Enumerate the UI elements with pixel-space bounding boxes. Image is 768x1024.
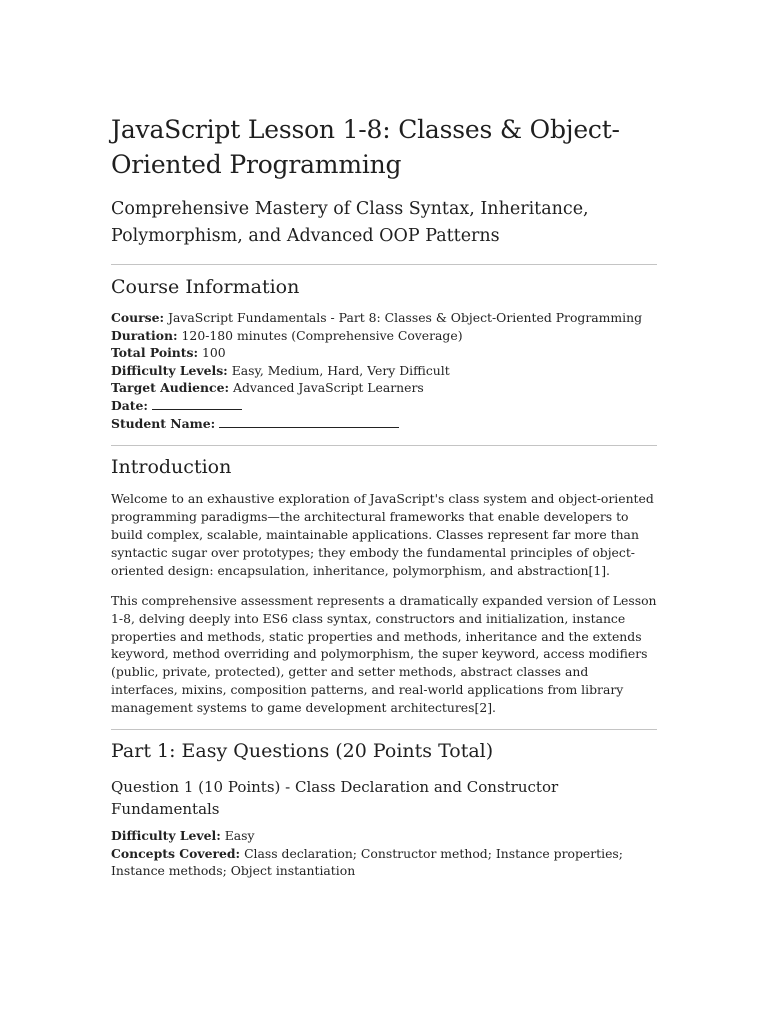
part1-heading: Part 1: Easy Questions (20 Points Total) xyxy=(111,740,494,763)
total-points-field: Total Points: 100 xyxy=(111,345,226,361)
introduction-paragraph-1: Welcome to an exhaustive exploration of JavaScript's class system and object-oriented programming paradigms—the architectural frameworks that enable developers to build complex, scalable, maintainable applications. Classes represent far more than syntactic sugar over prototypes; they embody the fundamental principles of object-oriented design: encapsulation, inheritance, polymorphism, and abstraction[1]. xyxy=(111,491,654,578)
course-field: Course: JavaScript Fundamentals - Part 8: Classes & Object-Oriented Programming xyxy=(111,310,643,325)
date-field: Date: xyxy=(111,397,657,415)
document-title: JavaScript Lesson 1-8: Classes & Object-Oriented Programming xyxy=(111,115,620,179)
difficulty-levels-field: Difficulty Levels: Easy, Medium, Hard, Very Difficult xyxy=(111,362,450,378)
student-name-blank-line[interactable] xyxy=(219,415,399,428)
course-info-list xyxy=(111,309,657,432)
concepts-covered-field: Concepts Covered: Class declaration; Constructor method; Instance properties; Instance methods; Object instantiation xyxy=(111,845,623,879)
introduction-heading: Introduction xyxy=(111,456,232,479)
document-page xyxy=(111,112,657,880)
introduction-paragraph-2: This comprehensive assessment represents a dramatically expanded version of Lesson 1-8, delving deeply into ES6 class syntax, constructors and initialization, instance properties and methods, static properties and methods, inheritance and the extends keyword, method overriding and polymorphism, the super keyword, access modifiers (public, private, protected), getter and setter methods, abstract classes and interfaces, mixins, composition patterns, and real-world applications from library management systems to game development architectures[2]. xyxy=(111,592,657,716)
date-blank-line[interactable] xyxy=(152,397,242,410)
divider xyxy=(111,729,657,730)
difficulty-level-field: Difficulty Level: Easy xyxy=(111,828,255,844)
question1-meta xyxy=(111,827,657,880)
target-audience-field: Target Audience: Advanced JavaScript Learners xyxy=(111,380,424,396)
divider xyxy=(111,445,657,446)
divider xyxy=(111,264,657,265)
question1-heading: Question 1 (10 Points) - Class Declaration and Constructor Fundamentals xyxy=(111,778,559,819)
duration-field: Duration: 120-180 minutes (Comprehensive Coverage) xyxy=(111,327,463,343)
course-info-heading: Course Information xyxy=(111,276,300,298)
document-subtitle: Comprehensive Mastery of Class Syntax, Inheritance, Polymorphism, and Advanced OOP Patterns xyxy=(111,199,589,246)
student-name-field: Student Name: xyxy=(111,415,657,433)
